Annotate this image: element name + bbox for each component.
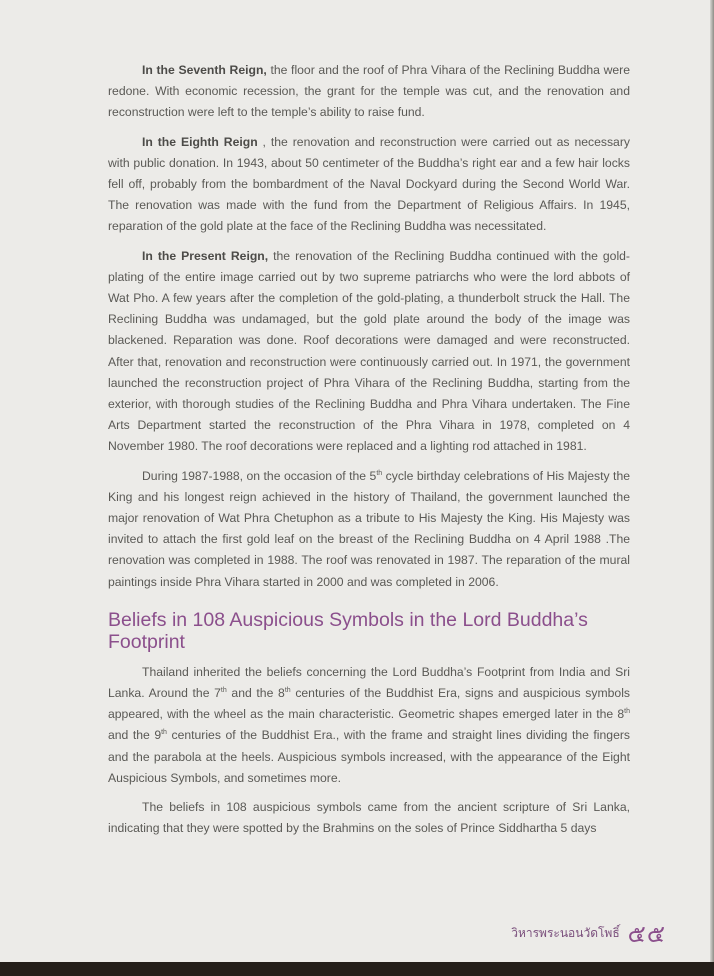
page-footer <box>511 914 666 953</box>
footprint-text-b: and the 8 <box>226 686 285 701</box>
superscript-th-2: th <box>284 687 291 695</box>
footprint-text-d: and the 9 <box>108 728 162 743</box>
paragraph-108-symbols: The beliefs in 108 auspicious symbols came from the ancient scripture of Sri Lanka, indicating that they were spotted by the Brahmins on the soles of Prince Siddhartha 5 days <box>108 800 630 836</box>
superscript-th-3: th <box>624 708 630 716</box>
paragraph-seventh-reign <box>108 60 630 124</box>
body-text <box>108 60 630 848</box>
footprint-text-e: centuries of the Buddhist Era., with the frame and straight lines dividing the fingers and the parabola at the heels. Auspicious symbols increased, with the appearance of the Eight Auspicious Symbols, and sometimes more. <box>108 728 630 785</box>
page-number: ๕๕ <box>627 920 666 948</box>
present-reign-text: the renovation of the Reclining Buddha continued with the gold-plating of the entire image carried out by two supreme patriarchs who were the lord abbots of Wat Pho. A few years after the completion of the gold-plating, a thunderbolt struck the Hall. The Reclining Buddha was undamaged, but the gold plate around the body of the image was blackened. Reparation was done. Roof decorations were damaged and were reconstructed. After that, renovation and reconstruction were continuously carried out. In 1971, the government launched the reconstruction project of Phra Vihara of the Reclining Buddha, starting from the exterior, with thorough studies of the Reclining Buddha and Phra Vihara undertaken. The Fine Arts Department started the reconstruction of the Phra Vihara in 1978, completed on 4 November 1980. The roof decorations were replaced and a lighting rod attached in 1981. <box>108 248 630 454</box>
paragraph-eighth-reign <box>108 132 630 238</box>
paragraph-celebration <box>108 466 630 593</box>
footprint-text-c: centuries of the Buddhist Era, signs and auspicious symbols appeared, with the wheel as the main characteristic. Geometric shapes emerged later in the 8 <box>108 686 630 722</box>
paragraph-present-reign <box>108 246 630 458</box>
eighth-reign-text: , the renovation and reconstruction were carried out as necessary with public donation. In 1943, about 50 centimeter of the Buddha’s right ear and a few hair locks fell off, probably from the bombardment of the Naval Dockyard during the Second World War. The renovation was made with the fund from the Department of Religious Affairs. In 1945, reparation of the gold plate at the face of the Reclining Buddha was necessitated. <box>108 134 630 234</box>
present-reign-heading: In the Present Reign, <box>142 248 269 263</box>
paragraph-footprint-history <box>108 662 630 789</box>
eighth-reign-heading: In the Eighth Reign <box>142 134 258 149</box>
superscript-th-1: th <box>220 687 227 695</box>
seventh-reign-heading: In the Seventh Reign, <box>142 63 267 77</box>
footprint-text-a: Thailand inherited the beliefs concerning the Lord Buddha’s Footprint from India and Sri Lanka. Around the 7 <box>108 664 630 701</box>
section-heading: Beliefs in 108 Auspicious Symbols in the Lord Buddha’s Footprint <box>108 608 588 653</box>
scan-border <box>0 962 714 976</box>
page-edge-shadow <box>710 0 714 962</box>
superscript-th-4: th <box>161 729 167 737</box>
seventh-reign-text: the floor and the roof of Phra Vihara of the Reclining Buddha were redone. With economic recession, the grant for the temple was cut, and the renovation and reconstruction were left to the temple’s ability to raise fund. <box>108 63 630 120</box>
celebration-text-b: cycle birthday celebrations of His Majesty the King and his longest reign achieved in the history of Thailand, the government launched the major renovation of Wat Phra Chetuphon as a tribute to His Majesty the King. His Majesty was invited to attach the first gold leaf on the breast of the Reclining Buddha on 4 April 1988 .The renovation was completed in 1988. The roof was renovated in 1987. The reparation of the mural paintings inside Phra Vihara started in 2000 and was completed in 2006. <box>108 468 631 589</box>
footer-title: วิหารพระนอนวัดโพธิ์ <box>511 926 620 940</box>
celebration-text-a: During 1987-1988, on the occasion of the 5 <box>142 468 377 483</box>
celebration-superscript: th <box>376 469 383 477</box>
